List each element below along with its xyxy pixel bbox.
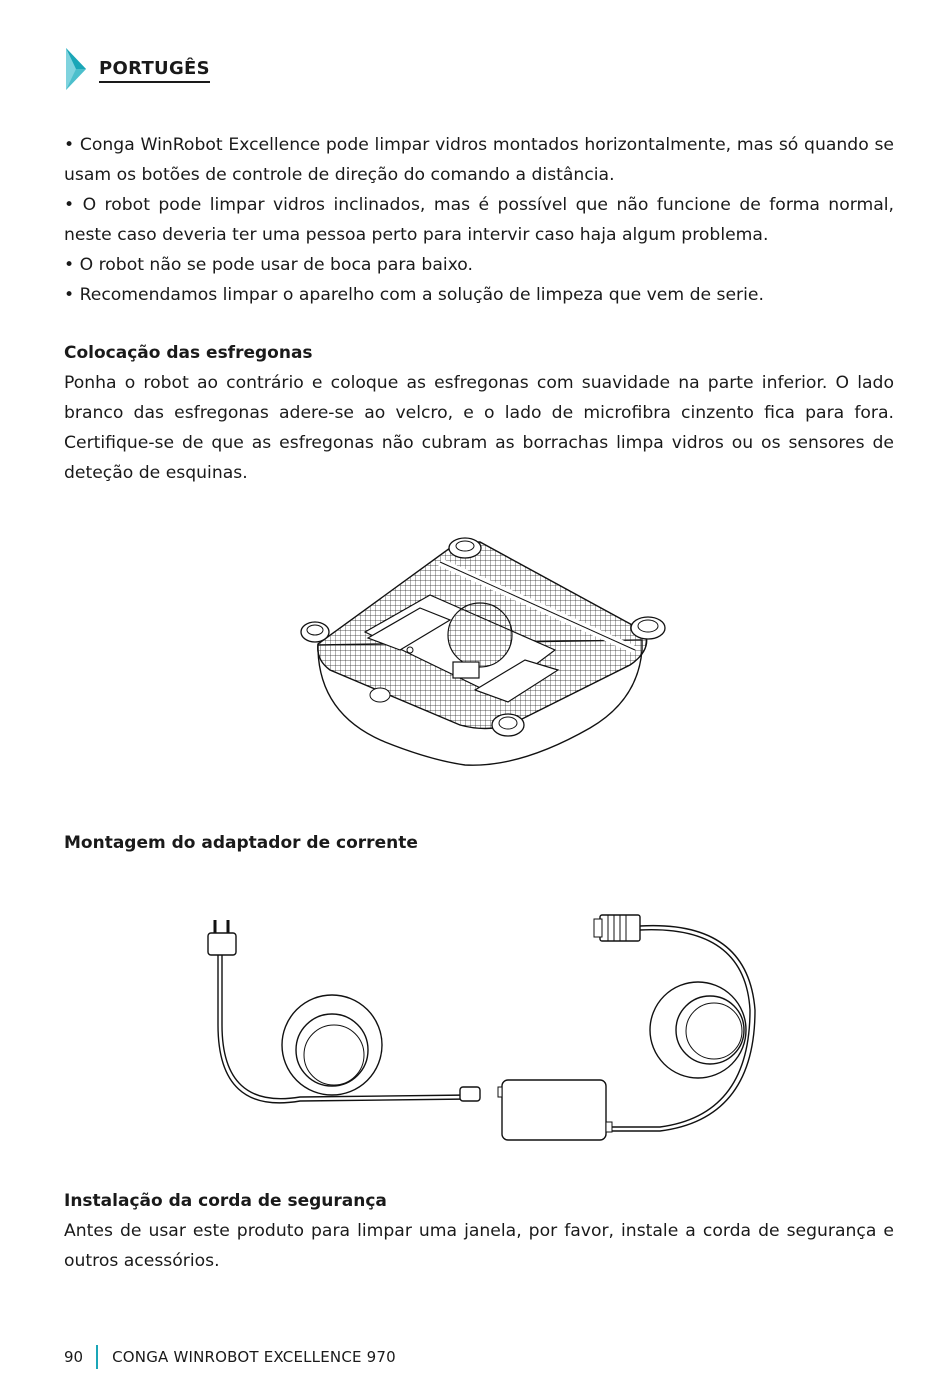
chevron-logo-icon <box>64 46 94 92</box>
page-number: 90 <box>64 1348 84 1366</box>
section-heading-mops: Colocação das esfregonas <box>64 343 313 363</box>
section-body-safety-rope <box>64 1216 894 1276</box>
robot-underside-illustration <box>290 520 680 775</box>
notes-list <box>64 130 894 310</box>
list-item: • O robot pode limpar vidros inclinados, mas é possível que não funcione de forma normal, neste caso deveria ter uma pessoa perto para intervir caso haja algum problema. <box>64 195 894 245</box>
section-heading-safety-rope: Instalação da corda de segurança <box>64 1191 387 1211</box>
section-body-mops <box>64 368 894 488</box>
paragraph: Antes de usar este produto para limpar uma janela, por favor, instale a corda de segurança e outros acessórios. <box>64 1221 894 1271</box>
paragraph: Ponha o robot ao contrário e coloque as esfregonas com suavidade na parte inferior. O lado branco das esfregonas adere-se ao velcro, e o lado de microfibra cinzento fica para fora. Certifique-se de que as esfregonas não cubram as borrachas limpa vidros ou os sensores de deteção de esquinas. <box>64 373 894 483</box>
power-adapter-illustration <box>190 905 770 1150</box>
list-item: • Recomendamos limpar o aparelho com a solução de limpeza que vem de serie. <box>64 285 764 305</box>
product-name: CONGA WINROBOT EXCELLENCE 970 <box>112 1348 396 1366</box>
footer-divider <box>96 1345 98 1369</box>
list-item: • O robot não se pode usar de boca para baixo. <box>64 255 473 275</box>
list-item: • Conga WinRobot Excellence pode limpar vidros montados horizontalmente, mas só quando se usam os botões de controle de direção do comando a distância. <box>64 135 894 185</box>
section-heading-adapter: Montagem do adaptador de corrente <box>64 833 418 853</box>
language-label: PORTUGÊS <box>99 58 210 83</box>
page-footer <box>64 1344 396 1370</box>
